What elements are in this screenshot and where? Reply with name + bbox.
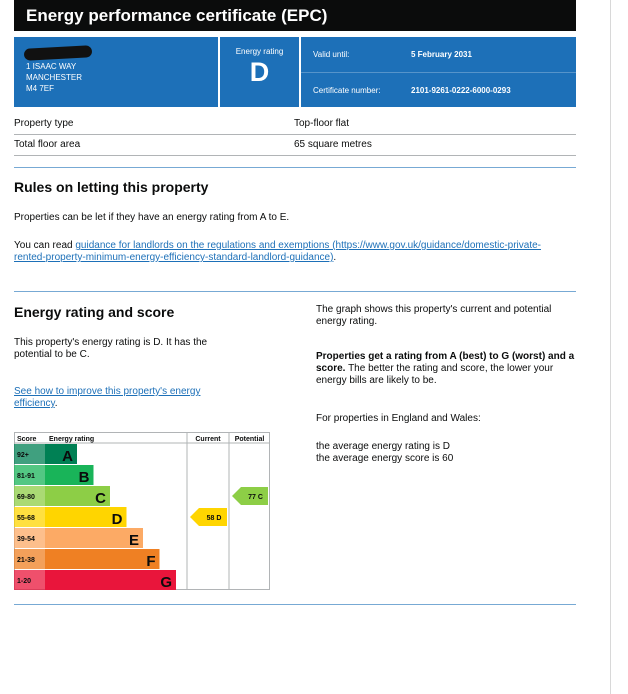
average-score-text: the average energy score is 60 [316, 453, 454, 464]
address-line-2: MANCHESTER [26, 73, 83, 82]
section-divider [14, 604, 576, 605]
property-type-value: Top-floor flat [294, 118, 350, 129]
energy-rating-graph [14, 432, 270, 590]
band-score-label: 1-20 [17, 578, 32, 585]
floor-area-value: 65 square metres [294, 139, 372, 150]
rules-text-suffix: . [333, 252, 337, 263]
potential-rating-label: 77 C [248, 494, 263, 501]
band-letter: A [62, 448, 73, 465]
rating-column-header: Energy rating [49, 436, 95, 443]
band-letter: E [128, 532, 139, 549]
rating-explanation [316, 351, 578, 387]
band-letter: F [146, 553, 156, 570]
row-divider [14, 155, 576, 156]
band-score-label: 39-54 [17, 536, 35, 543]
energy-rating-value: D [249, 57, 270, 87]
valid-until-value: 5 February 2031 [411, 50, 472, 59]
region-note: For properties in England and Wales: [316, 413, 481, 424]
band-letter: G [160, 574, 172, 590]
landlord-guidance-link[interactable]: guidance for landlords on the regulations and exemptions (https://www.gov.uk/guidance/domestic-private-rented-property-minimum-energy-efficiency-standard-landlord-guidance) [14, 240, 541, 263]
band-score-label: 92+ [17, 452, 29, 459]
rating-explanation-bold: Properties get a rating from A (best) to G (worst) and a score. [316, 351, 575, 374]
band-letter: D [111, 511, 123, 528]
address-panel [14, 37, 218, 107]
rules-paragraph-2 [14, 240, 559, 264]
band-letter: C [95, 490, 106, 507]
floor-area-label: Total floor area [14, 139, 81, 150]
rules-paragraph-1: Properties can be let if they have an energy rating from A to E. [14, 212, 290, 223]
rating-explanation-rest: The better the rating and score, the lower your energy bills are likely to be. [316, 363, 554, 386]
graph-description: The graph shows this property's current and potential energy rating. [316, 304, 552, 327]
energy-rating-label: Energy rating [235, 47, 284, 56]
certificate-number-label: Certificate number: [313, 86, 381, 95]
certificate-number-row [301, 73, 576, 107]
improve-link-suffix: . [54, 398, 58, 409]
score-heading: Energy rating and score [14, 304, 175, 320]
section-divider [14, 167, 576, 168]
valid-until-label: Valid until: [313, 50, 350, 59]
current-rating-label: 58 D [206, 515, 222, 522]
potential-column-header: Potential [234, 436, 265, 443]
band-bar [45, 549, 160, 569]
band-letter: B [78, 469, 90, 486]
certificate-details-panel [301, 37, 576, 107]
valid-until-row [301, 37, 576, 71]
certificate-number-value: 2101-9261-0222-6000-0293 [411, 86, 511, 95]
average-rating-text: the average energy rating is D [316, 441, 450, 452]
energy-rating-panel [220, 37, 299, 107]
score-column-header: Score [17, 436, 37, 443]
band-score-label: 81-91 [17, 473, 35, 480]
row-divider [14, 134, 576, 135]
redacted-name [24, 45, 93, 61]
band-score-label: 21-38 [17, 557, 35, 564]
band-bar [45, 570, 176, 590]
score-paragraph: This property's energy rating is D. It has the potential to be C. [14, 337, 208, 360]
current-column-header: Current [195, 436, 221, 443]
address-line-1: 1 ISAAC WAY [26, 62, 77, 71]
page-header [14, 0, 576, 31]
page-edge-divider [610, 0, 611, 694]
rules-text-prefix: You can read [14, 240, 76, 251]
page-title: Energy performance certificate (EPC) [26, 6, 328, 25]
section-divider [14, 291, 576, 292]
rules-heading: Rules on letting this property [14, 179, 209, 195]
improve-efficiency-link[interactable]: See how to improve this property's energy efficiency [14, 386, 201, 409]
band-score-label: 69-80 [17, 494, 35, 501]
property-type-label: Property type [14, 118, 74, 129]
band-score-label: 55-68 [17, 515, 35, 522]
address-line-3: M4 7EF [26, 84, 55, 93]
improve-efficiency-paragraph [14, 386, 246, 410]
